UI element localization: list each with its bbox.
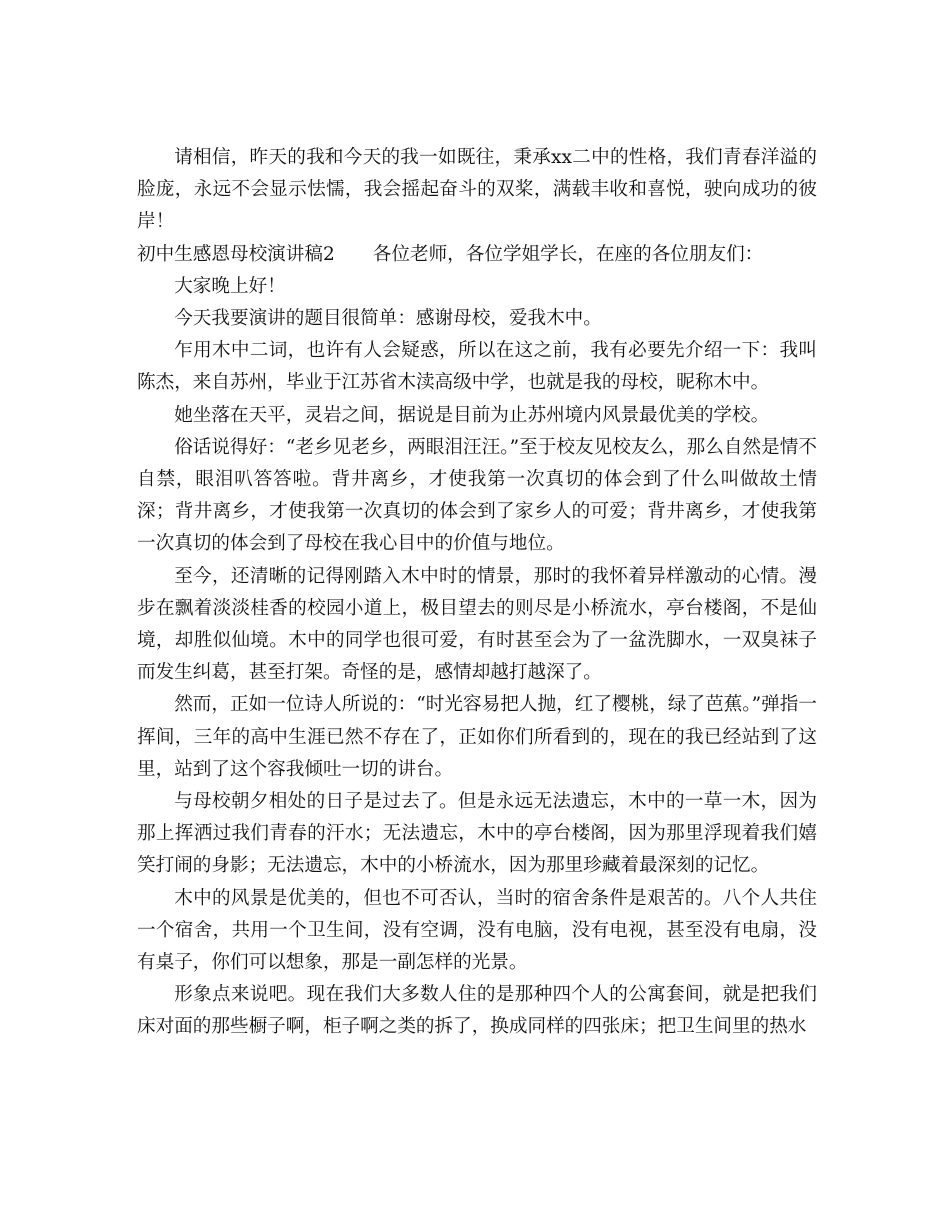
paragraph: 与母校朝夕相处的日子是过去了。但是永远无法遗忘，木中的一草一木，因为那上挥洒过我们青春的汗水；无法遗忘，木中的亭台楼阁，因为那里浮现着我们嬉笑打闹的身影；无法遗忘，木中的小桥流水，因为那里珍藏着最深刻的记忆。 bbox=[137, 791, 817, 877]
speech-title: 初中生感恩母校演讲稿2 bbox=[137, 243, 335, 265]
document-page bbox=[137, 142, 817, 1044]
paragraph: 至今，还清晰的记得刚踏入木中时的情景，那时的我怀着异样激动的心情。漫步在飘着淡淡桂香的校园小道上，极目望去的则尽是小桥流水，亭台楼阁，不是仙境，却胜似仙境。木中的同学也很可爱，有时甚至会为了一盆洗脚水，一双臭袜子而发生纠葛，甚至打架。奇怪的是，感情却越打越深了。 bbox=[137, 565, 817, 684]
paragraph: 然而，正如一位诗人所说的：“时光容易把人抛，红了樱桃，绿了芭蕉。”弹指一挥间，三年的高中生涯已然不存在了，正如你们所看到的，现在的我已经站到了这里，站到了这个容我倾吐一切的讲台。 bbox=[137, 694, 817, 780]
paragraph: 乍用木中二词，也许有人会疑惑，所以在这之前，我有必要先介绍一下：我叫陈杰，来自苏州，毕业于江苏省木渎高级中学，也就是我的母校，昵称木中。 bbox=[137, 340, 817, 394]
paragraph-intro: 请相信，昨天的我和今天的我一如既往，秉承xx二中的性格，我们青春洋溢的脸庞，永远不会显示怯懦，我会摇起奋斗的双桨，满载丰收和喜悦，驶向成功的彼岸！ bbox=[137, 147, 817, 233]
paragraph: 木中的风景是优美的，但也不可否认，当时的宿舍条件是艰苦的。八个人共住一个宿舍，共用一个卫生间，没有空调，没有电脑，没有电视，甚至没有电扇，没有桌子，你们可以想象，那是一副怎样的光景。 bbox=[137, 887, 817, 974]
paragraph: 大家晚上好！ bbox=[174, 275, 286, 297]
paragraph: 她坐落在天平，灵岩之间，据说是目前为止苏州境内风景最优美的学校。 bbox=[174, 404, 770, 426]
paragraph: 俗话说得好：“老乡见老乡，两眼泪汪汪。”至于校友见校友么，那么自然是情不自禁，眼泪叭答答啦。背井离乡，才使我第一次真切的体会到了什么叫做故土情深；背井离乡，才使我第一次真切的体会到了家乡人的可爱；背井离乡，才使我第一次真切的体会到了母校在我心目中的价值与地位。 bbox=[137, 436, 817, 555]
paragraph: 形象点来说吧。现在我们大多数人住的是那种四个人的公寓套间，就是把我们床对面的那些橱子啊，柜子啊之类的拆了，换成同样的四张床；把卫生间里的热水 bbox=[137, 984, 817, 1038]
speech-greeting: 各位老师，各位学姐学长，在座的各位朋友们： bbox=[372, 243, 764, 265]
speech-heading bbox=[137, 239, 817, 271]
paragraph: 今天我要演讲的题目很简单：感谢母校，爱我木中。 bbox=[174, 308, 602, 330]
